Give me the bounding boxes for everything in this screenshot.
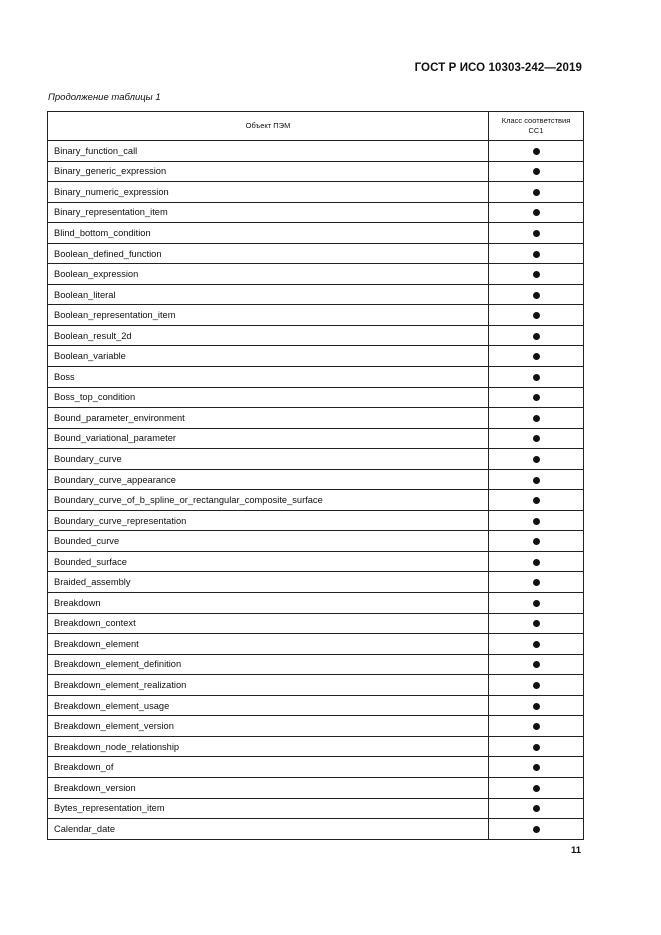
table-row	[48, 161, 584, 182]
filled-circle-icon	[533, 661, 540, 668]
conformance-cell	[489, 798, 584, 819]
conformance-cell	[489, 408, 584, 429]
filled-circle-icon	[533, 148, 540, 155]
filled-circle-icon	[533, 538, 540, 545]
table-row	[48, 182, 584, 203]
table-row	[48, 428, 584, 449]
filled-circle-icon	[533, 189, 540, 196]
filled-circle-icon	[533, 333, 540, 340]
object-name-cell: Boss_top_condition	[48, 387, 489, 408]
conformance-cell	[489, 387, 584, 408]
object-name-cell: Boolean_literal	[48, 284, 489, 305]
table-body	[48, 141, 584, 840]
conformance-cell	[489, 284, 584, 305]
filled-circle-icon	[533, 209, 540, 216]
table-row	[48, 243, 584, 264]
object-name-cell: Boundary_curve_representation	[48, 510, 489, 531]
table-row	[48, 264, 584, 285]
object-name-cell: Bound_parameter_environment	[48, 408, 489, 429]
conformance-cell	[489, 346, 584, 367]
conformance-cell	[489, 182, 584, 203]
filled-circle-icon	[533, 518, 540, 525]
object-name-cell: Breakdown_element_version	[48, 716, 489, 737]
conformance-cell	[489, 634, 584, 655]
conformance-cell	[489, 367, 584, 388]
filled-circle-icon	[533, 394, 540, 401]
conformance-cell	[489, 675, 584, 696]
conformance-cell	[489, 202, 584, 223]
page-number: 11	[570, 845, 581, 856]
filled-circle-icon	[533, 620, 540, 627]
table-row	[48, 798, 584, 819]
table-row	[48, 469, 584, 490]
object-name-cell: Calendar_date	[48, 819, 489, 840]
object-name-cell: Bounded_surface	[48, 551, 489, 572]
object-name-cell: Blind_bottom_condition	[48, 223, 489, 244]
filled-circle-icon	[533, 682, 540, 689]
table-row	[48, 593, 584, 614]
table-row	[48, 716, 584, 737]
conformance-cell	[489, 551, 584, 572]
conformance-cell	[489, 777, 584, 798]
table-row	[48, 757, 584, 778]
object-name-cell: Braided_assembly	[48, 572, 489, 593]
object-name-cell: Breakdown_of	[48, 757, 489, 778]
conformance-cell	[489, 613, 584, 634]
filled-circle-icon	[533, 744, 540, 751]
conformance-cell	[489, 449, 584, 470]
conformance-cell	[489, 695, 584, 716]
table-row	[48, 695, 584, 716]
object-name-cell: Boundary_curve_appearance	[48, 469, 489, 490]
conformance-cell	[489, 305, 584, 326]
filled-circle-icon	[533, 723, 540, 730]
filled-circle-icon	[533, 826, 540, 833]
object-name-cell: Boolean_result_2d	[48, 325, 489, 346]
conformance-cell	[489, 819, 584, 840]
filled-circle-icon	[533, 559, 540, 566]
conformance-cell	[489, 264, 584, 285]
filled-circle-icon	[533, 805, 540, 812]
object-name-cell: Bounded_curve	[48, 531, 489, 552]
table-row	[48, 367, 584, 388]
conformance-cell	[489, 161, 584, 182]
filled-circle-icon	[533, 374, 540, 381]
table-row	[48, 531, 584, 552]
filled-circle-icon	[533, 600, 540, 607]
object-name-cell: Binary_function_call	[48, 141, 489, 162]
table-row	[48, 777, 584, 798]
conformance-cell	[489, 593, 584, 614]
table-row	[48, 284, 584, 305]
object-name-cell: Bytes_representation_item	[48, 798, 489, 819]
table-header-row	[48, 112, 584, 141]
table-row	[48, 551, 584, 572]
table-row	[48, 654, 584, 675]
conformance-cell	[489, 531, 584, 552]
filled-circle-icon	[533, 415, 540, 422]
filled-circle-icon	[533, 312, 540, 319]
object-name-cell: Breakdown_element_usage	[48, 695, 489, 716]
table-row	[48, 325, 584, 346]
filled-circle-icon	[533, 435, 540, 442]
conformance-cell	[489, 490, 584, 511]
filled-circle-icon	[533, 168, 540, 175]
filled-circle-icon	[533, 764, 540, 771]
table-row	[48, 387, 584, 408]
conformance-cell	[489, 736, 584, 757]
filled-circle-icon	[533, 251, 540, 258]
filled-circle-icon	[533, 292, 540, 299]
object-name-cell: Bound_variational_parameter	[48, 428, 489, 449]
table-row	[48, 346, 584, 367]
table-row	[48, 223, 584, 244]
filled-circle-icon	[533, 641, 540, 648]
object-name-cell: Boundary_curve_of_b_spline_or_rectangular_composite_surface	[48, 490, 489, 511]
object-name-cell: Breakdown_element_definition	[48, 654, 489, 675]
filled-circle-icon	[533, 353, 540, 360]
column-header-class-label: Класс соответствия	[501, 116, 571, 125]
object-name-cell: Boolean_expression	[48, 264, 489, 285]
conformance-cell	[489, 428, 584, 449]
table-row	[48, 305, 584, 326]
filled-circle-icon	[533, 785, 540, 792]
table-row	[48, 449, 584, 470]
object-name-cell: Binary_numeric_expression	[48, 182, 489, 203]
conformance-cell	[489, 757, 584, 778]
table-row	[48, 634, 584, 655]
document-header: ГОСТ Р ИСО 10303-242—2019	[414, 62, 582, 74]
conformance-cell	[489, 325, 584, 346]
column-header-object: Объект ПЭМ	[48, 112, 489, 141]
table-row	[48, 736, 584, 757]
object-name-cell: Boundary_curve	[48, 449, 489, 470]
table-row	[48, 675, 584, 696]
object-name-cell: Breakdown_element	[48, 634, 489, 655]
table-row	[48, 572, 584, 593]
conformance-cell	[489, 510, 584, 531]
conformance-cell	[489, 572, 584, 593]
filled-circle-icon	[533, 703, 540, 710]
object-name-cell: Breakdown_version	[48, 777, 489, 798]
conformance-cell	[489, 243, 584, 264]
object-name-cell: Breakdown_element_realization	[48, 675, 489, 696]
object-name-cell: Breakdown_context	[48, 613, 489, 634]
object-name-cell: Boolean_variable	[48, 346, 489, 367]
object-name-cell: Boss	[48, 367, 489, 388]
object-name-cell: Binary_generic_expression	[48, 161, 489, 182]
object-name-cell: Breakdown	[48, 593, 489, 614]
table-row	[48, 510, 584, 531]
filled-circle-icon	[533, 477, 540, 484]
object-name-cell: Breakdown_node_relationship	[48, 736, 489, 757]
table-row	[48, 408, 584, 429]
table-caption: Продолжение таблицы 1	[48, 92, 161, 103]
conformance-cell	[489, 223, 584, 244]
filled-circle-icon	[533, 497, 540, 504]
table-row	[48, 202, 584, 223]
conformance-cell	[489, 716, 584, 737]
table-row	[48, 141, 584, 162]
filled-circle-icon	[533, 271, 540, 278]
table-row	[48, 490, 584, 511]
object-name-cell: Boolean_representation_item	[48, 305, 489, 326]
object-name-cell: Boolean_defined_function	[48, 243, 489, 264]
filled-circle-icon	[533, 579, 540, 586]
conformance-table	[47, 111, 584, 840]
conformance-cell	[489, 141, 584, 162]
table-row	[48, 613, 584, 634]
column-header-class-code: CC1	[528, 126, 544, 135]
filled-circle-icon	[533, 456, 540, 463]
object-name-cell: Binary_representation_item	[48, 202, 489, 223]
conformance-cell	[489, 654, 584, 675]
filled-circle-icon	[533, 230, 540, 237]
column-header-conformance-class	[489, 112, 584, 141]
table-row	[48, 819, 584, 840]
conformance-cell	[489, 469, 584, 490]
